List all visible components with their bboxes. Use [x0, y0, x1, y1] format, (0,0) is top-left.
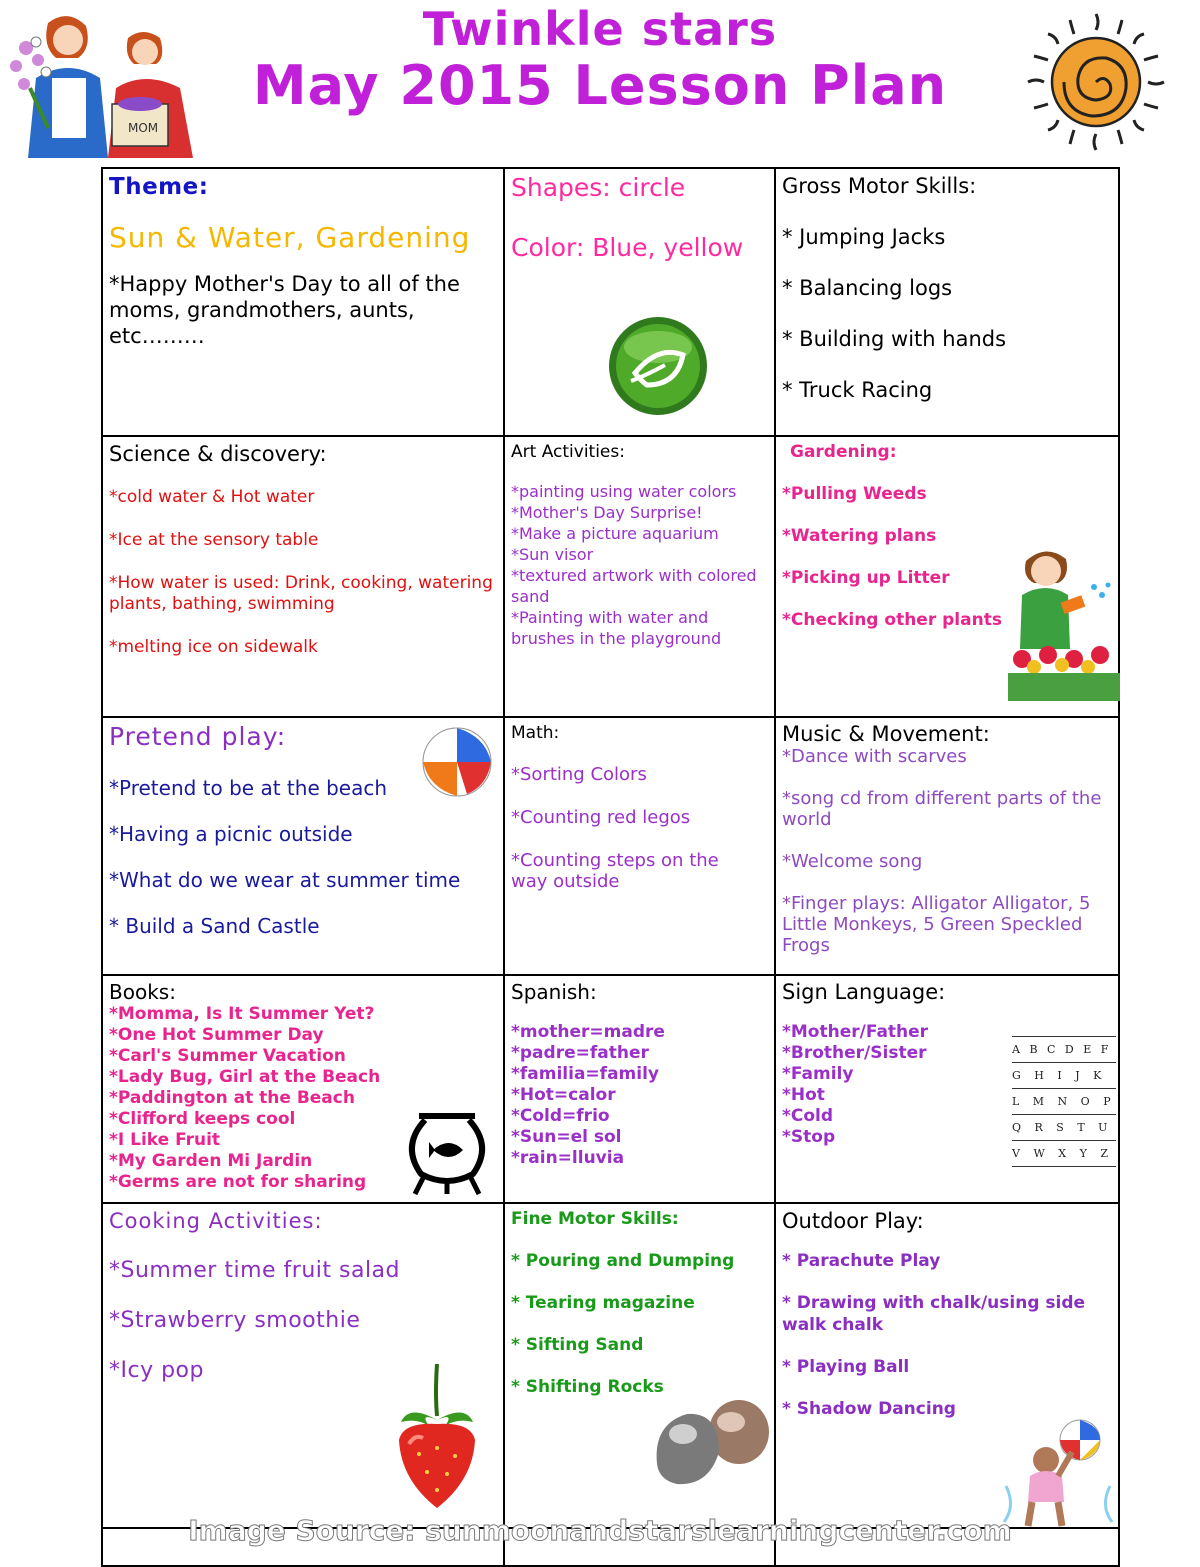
list-item: *Hot=calor	[511, 1085, 616, 1105]
theme-heading: Theme:	[109, 174, 209, 200]
sign-alphabet-chart	[1012, 1036, 1116, 1167]
fine-motor-heading: Fine Motor Skills:	[511, 1209, 679, 1229]
list-item: * Tearing magazine	[511, 1293, 695, 1313]
list-item: *textured artwork with colored sand	[511, 566, 757, 606]
list-item: * Building with hands	[782, 327, 1007, 351]
gardening-cell	[776, 437, 1122, 716]
strawberry-icon	[389, 1364, 485, 1512]
sign-heading: Sign Language:	[782, 980, 946, 1004]
list-item: *How water is used: Drink, cooking, watering plants, bathing, swimming	[109, 573, 493, 614]
list-item: *Make a picture aquarium	[511, 524, 719, 543]
art-heading: Art Activities:	[511, 442, 625, 462]
list-item: *Having a picnic outside	[109, 822, 353, 846]
art-cell	[505, 437, 774, 716]
list-item: *What do we wear at summer time	[109, 868, 461, 892]
list-item: *I Like Fruit	[109, 1130, 221, 1150]
child-with-ball-clipart	[1002, 1416, 1114, 1527]
math-heading: Math:	[511, 723, 560, 743]
list-item: *Hot	[782, 1085, 825, 1105]
science-heading: Science & discovery:	[109, 442, 327, 466]
music-cell	[776, 718, 1122, 974]
list-item: *mother=madre	[511, 1022, 665, 1042]
list-item: *Cold=frio	[511, 1106, 610, 1126]
list-item: *Strawberry smoothie	[109, 1308, 361, 1333]
list-item: *painting using water colors	[511, 482, 737, 501]
list-item: *melting ice on sidewalk	[109, 637, 318, 657]
list-item: *Ice at the sensory table	[109, 530, 319, 550]
science-cell	[103, 437, 503, 716]
list-item: *Dance with scarves	[782, 746, 967, 767]
list-item: *Family	[782, 1064, 854, 1084]
list-item: * Playing Ball	[782, 1357, 910, 1377]
list-item: *cold water & Hot water	[109, 487, 315, 507]
beach-ball-icon	[421, 726, 493, 798]
list-item: *Pretend to be at the beach	[109, 776, 388, 800]
leaf-circle-icon	[607, 315, 709, 417]
theme-cell	[103, 169, 503, 435]
list-item: *rain=lluvia	[511, 1148, 625, 1168]
list-item: *Sun visor	[511, 545, 594, 564]
color-label: Color: Blue, yellow	[511, 233, 744, 262]
list-item: *Watering plans	[782, 526, 937, 546]
theme-subheading: Sun & Water, Gardening	[109, 221, 471, 254]
sign-language-cell	[776, 976, 1122, 1202]
sign-alphabet-row: L M N O P	[1012, 1089, 1116, 1115]
list-item: *song cd from different parts of the world	[782, 788, 1102, 830]
list-item: * Pouring and Dumping	[511, 1251, 735, 1271]
fine-motor-cell	[505, 1204, 774, 1527]
list-item: *Mother's Day Surprise!	[511, 503, 703, 522]
sign-alphabet-row: Q R S T U	[1012, 1115, 1116, 1141]
list-item: *Checking other plants	[782, 610, 1002, 630]
list-item: *Counting steps on the way outside	[511, 850, 719, 892]
gross-motor-cell	[776, 169, 1122, 435]
list-item: *Sun=el sol	[511, 1127, 622, 1147]
list-item: * Jumping Jacks	[782, 225, 946, 249]
list-item: *Lady Bug, Girl at the Beach	[109, 1067, 381, 1087]
list-item: * Sifting Sand	[511, 1335, 644, 1355]
list-item: *One Hot Summer Day	[109, 1025, 324, 1045]
music-heading: Music & Movement:	[782, 722, 990, 746]
shapes-cell	[505, 169, 774, 435]
shape-label: Shapes: circle	[511, 173, 686, 202]
list-item: *Picking up Litter	[782, 568, 950, 588]
mother-child-clipart	[8, 8, 198, 160]
list-item: *Carl's Summer Vacation	[109, 1046, 346, 1066]
list-item: * Balancing logs	[782, 276, 953, 300]
list-item: * Shifting Rocks	[511, 1377, 664, 1397]
list-item: *Icy pop	[109, 1358, 204, 1383]
list-item: *familia=family	[511, 1064, 659, 1084]
list-item: *Painting with water and brushes in the playground	[511, 608, 722, 648]
list-item: *Summer time fruit salad	[109, 1258, 401, 1283]
list-item: *Mother/Father	[782, 1022, 929, 1042]
gift-label: MOM	[128, 121, 159, 135]
list-item: * Parachute Play	[782, 1251, 941, 1271]
list-item: *Cold	[782, 1106, 834, 1126]
theme-note: *Happy Mother's Day to all of the moms, grandmothers, aunts, etc………	[109, 272, 460, 348]
list-item: *Sorting Colors	[511, 764, 647, 785]
list-item: *Brother/Sister	[782, 1043, 927, 1063]
gardening-heading: Gardening:	[790, 442, 897, 462]
list-item: *Momma, Is It Summer Yet?	[109, 1004, 375, 1024]
list-item: * Truck Racing	[782, 378, 933, 402]
list-item: *Counting red legos	[511, 807, 691, 828]
sign-alphabet-row: V W X Y Z	[1012, 1141, 1116, 1167]
list-item: *Welcome song	[782, 851, 923, 872]
sign-alphabet-row: G H I J K	[1012, 1063, 1116, 1089]
cooking-heading: Cooking Activities:	[109, 1209, 323, 1233]
pretend-heading: Pretend play:	[109, 722, 287, 751]
cooking-cell	[103, 1204, 503, 1527]
spanish-cell	[505, 976, 774, 1202]
outdoor-cell	[776, 1204, 1122, 1527]
gross-motor-heading: Gross Motor Skills:	[782, 174, 977, 198]
list-item: * Build a Sand Castle	[109, 914, 320, 938]
books-heading: Books:	[109, 980, 176, 1004]
pretend-cell	[103, 718, 503, 974]
title-line-1: Twinkle stars	[422, 2, 778, 56]
title-line-2: May 2015 Lesson Plan	[252, 54, 948, 117]
list-item: * Drawing with chalk/using side walk chalk	[782, 1293, 1086, 1335]
sun-clipart	[1026, 12, 1166, 152]
books-cell	[103, 976, 503, 1202]
list-item: *Germs are not for sharing	[109, 1172, 367, 1192]
spanish-heading: Spanish:	[511, 980, 597, 1004]
list-item: *Pulling Weeds	[782, 484, 927, 504]
list-item: *Paddington at the Beach	[109, 1088, 355, 1108]
sign-alphabet-row: A B C D E F	[1012, 1037, 1116, 1063]
list-item: *Clifford keeps cool	[109, 1109, 296, 1129]
lesson-plan-grid	[101, 167, 1120, 1567]
list-item: *Stop	[782, 1127, 836, 1147]
image-source-watermark: Image Source: sunmoonandstarslearningcenter.com	[188, 1514, 1012, 1547]
outdoor-heading: Outdoor Play:	[782, 1209, 924, 1233]
math-cell	[505, 718, 774, 974]
list-item: * Shadow Dancing	[782, 1399, 956, 1419]
list-item: *Finger plays: Alligator Alligator, 5 Little Monkeys, 5 Green Speckled Frogs	[782, 893, 1091, 956]
list-item: *My Garden Mi Jardin	[109, 1151, 313, 1171]
gardener-girl-clipart	[1008, 541, 1120, 701]
list-item: *padre=father	[511, 1043, 649, 1063]
fishbowl-icon	[399, 1102, 495, 1198]
rocks-icon	[647, 1394, 773, 1490]
